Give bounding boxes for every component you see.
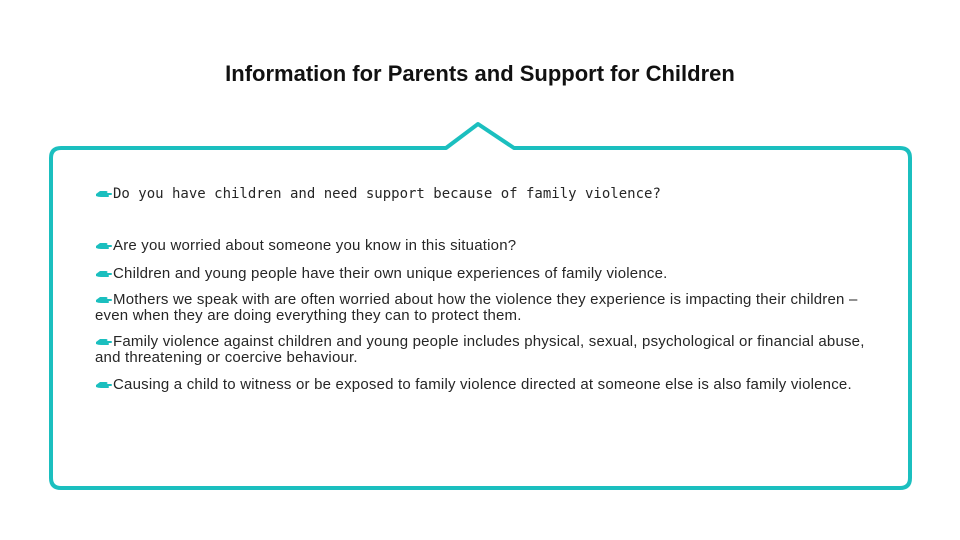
bullet-text: Do you have children and need support because of family violence? xyxy=(113,186,661,202)
hand-pointing-icon xyxy=(95,293,113,305)
hand-pointing-icon xyxy=(95,335,113,347)
hand-pointing-icon xyxy=(95,267,113,279)
bullet-text: Family violence against children and young people includes physical, sexual, psychological or financial abuse, and threatening or coercive behaviour. xyxy=(95,333,865,366)
hand-pointing-icon xyxy=(95,378,113,390)
hand-pointing-icon xyxy=(95,187,113,199)
bullet-item xyxy=(95,377,875,393)
bullet-list xyxy=(95,186,875,393)
bullet-text: Children and young people have their own unique experiences of family violence. xyxy=(113,265,668,282)
bullet-text: Are you worried about someone you know in this situation? xyxy=(113,237,517,254)
bullet-text: Causing a child to witness or be exposed to family violence directed at someone else is also family violence. xyxy=(113,376,852,393)
bullet-item xyxy=(95,266,875,282)
bullet-item xyxy=(95,292,875,324)
bullet-item xyxy=(95,334,875,366)
bullet-item xyxy=(95,238,875,254)
slide-title: Information for Parents and Support for Children xyxy=(225,61,735,86)
bullet-item xyxy=(95,186,875,202)
bullet-text: Mothers we speak with are often worried about how the violence they experience is impacting their children – even when they are doing everything they can to protect them. xyxy=(95,291,858,324)
hand-pointing-icon xyxy=(95,239,113,251)
